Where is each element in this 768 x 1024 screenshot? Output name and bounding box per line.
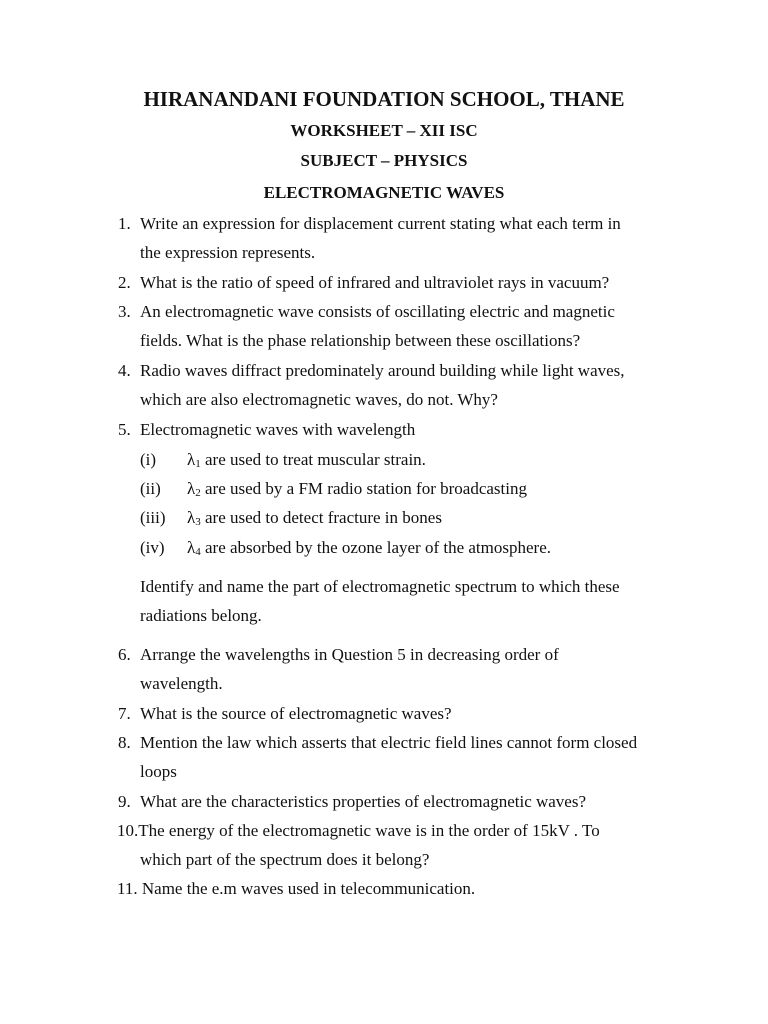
- question-8-line-2: loops: [140, 762, 177, 781]
- question-6-line-2: wavelength.: [140, 674, 223, 693]
- question-1-line-2: the expression represents.: [140, 243, 316, 262]
- question-7-line-1: What is the source of electromagnetic waves?: [140, 704, 452, 723]
- question-7-number: 7.: [118, 704, 131, 723]
- q5-item-3: [187, 508, 442, 532]
- question-4-line-2: which are also electromagnetic waves, do not. Why?: [140, 390, 498, 409]
- question-10-number: 10.: [117, 821, 139, 840]
- question-9-line-1: What are the characteristics properties of electromagnetic waves?: [140, 792, 587, 811]
- q5-item-3-text: are used to detect fracture in bones: [200, 508, 442, 527]
- question-10-line-2: which part of the spectrum does it belong?: [140, 850, 430, 869]
- question-10-line-1: The energy of the electromagnetic wave is in the order of 15kV . To: [138, 821, 600, 840]
- q5-item-1: [187, 450, 426, 474]
- q5-item-4-roman: (iv): [140, 538, 165, 557]
- question-4-number: 4.: [118, 361, 131, 380]
- question-9-number: 9.: [118, 792, 131, 811]
- q5-item-3-roman: (iii): [140, 508, 166, 527]
- question-10: [117, 821, 600, 841]
- question-2-line-1: What is the ratio of speed of infrared and ultraviolet rays in vacuum?: [140, 273, 610, 292]
- q5-followup-line-1: Identify and name the part of electromagnetic spectrum to which these: [140, 577, 620, 596]
- lambda-symbol: λ: [187, 538, 196, 557]
- worksheet-title: WORKSHEET – XII ISC: [290, 121, 478, 140]
- question-5-number: 5.: [118, 420, 131, 439]
- question-11-line-1: Name the e.m waves used in telecommunication.: [141, 879, 476, 898]
- question-3-line-2: fields. What is the phase relationship between these oscillations?: [140, 331, 581, 350]
- question-4-line-1: Radio waves diffract predominately around building while light waves,: [140, 361, 625, 380]
- question-6-line-1: Arrange the wavelengths in Question 5 in decreasing order of: [140, 645, 559, 664]
- question-6-number: 6.: [118, 645, 131, 664]
- question-2-number: 2.: [118, 273, 131, 292]
- q5-item-4-text: are absorbed by the ozone layer of the atmosphere.: [200, 538, 551, 557]
- lambda-symbol: λ: [187, 479, 196, 498]
- subject-title: SUBJECT – PHYSICS: [300, 151, 468, 170]
- q5-item-4: [187, 538, 551, 562]
- lambda-symbol: λ: [187, 450, 196, 469]
- q5-item-1-text: are used to treat muscular strain.: [200, 450, 426, 469]
- q5-followup-line-2: radiations belong.: [140, 606, 262, 625]
- q5-item-2: [187, 479, 527, 503]
- question-8-number: 8.: [118, 733, 131, 752]
- question-11-number: 11.: [117, 879, 138, 898]
- question-1-number: 1.: [118, 214, 131, 233]
- q5-item-2-roman: (ii): [140, 479, 161, 498]
- question-3-number: 3.: [118, 302, 131, 321]
- q5-item-2-text: are used by a FM radio station for broadcasting: [200, 479, 527, 498]
- question-11: [117, 879, 475, 899]
- question-8-line-1: Mention the law which asserts that electric field lines cannot form closed: [140, 733, 638, 752]
- question-1-line-1: Write an expression for displacement current stating what each term in: [140, 214, 621, 233]
- lambda-symbol: λ: [187, 508, 196, 527]
- topic-title: ELECTROMAGNETIC WAVES: [263, 183, 505, 202]
- question-3-line-1: An electromagnetic wave consists of oscillating electric and magnetic: [140, 302, 615, 321]
- lambda-subscript: 3: [195, 516, 201, 528]
- q5-item-1-roman: (i): [140, 450, 157, 469]
- lambda-subscript: 4: [195, 546, 201, 558]
- question-5-line-1: Electromagnetic waves with wavelength: [140, 420, 416, 439]
- school-name: HIRANANDANI FOUNDATION SCHOOL, THANE: [143, 87, 625, 111]
- lambda-subscript: 1: [195, 458, 201, 470]
- lambda-subscript: 2: [195, 487, 201, 499]
